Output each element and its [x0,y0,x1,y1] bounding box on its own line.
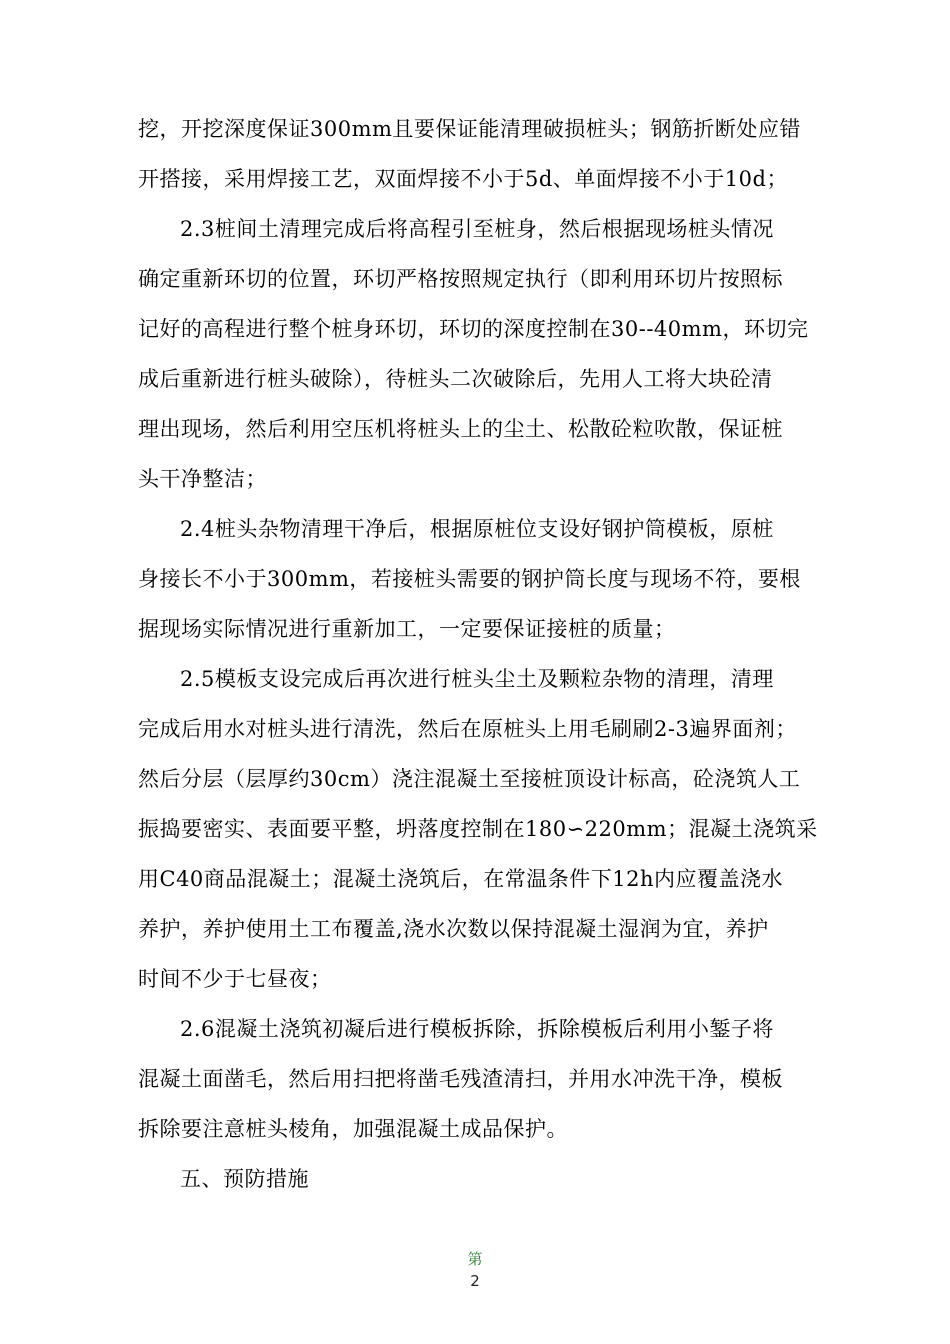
paragraph-start: 2.6混凝土浇筑初凝后进行模板拆除，拆除模板后利用小錾子将 [180,1017,774,1041]
text-line: 身接长不小于300mm，若接桩头需要的钢护筒长度与现场不符，要根 [138,567,801,591]
text-line: 时间不少于七昼夜； [138,967,332,991]
text-line: 混凝土面凿毛，然后用扫把将凿毛残渣清扫，并用水冲洗干净，模板 [138,1067,783,1091]
text-line: 完成后用水对桩头进行清洗，然后在原桩头上用毛刷刷2-3遍界面剂； [138,717,797,741]
page-footer-label: 第 [467,1250,483,1268]
paragraph-start: 2.5模板支设完成后再次进行桩头尘土及颗粒杂物的清理，清理 [180,667,774,691]
text-line: 用C40商品混凝土；混凝土浇筑后，在常温条件下12h内应覆盖浇水 [138,867,784,891]
text-line: 养护，养护使用土工布覆盖,浇水次数以保持混凝土湿润为宜，养护 [138,917,769,941]
paragraph-start: 2.4桩头杂物清理干净后，根据原桩位支设好钢护筒模板，原桩 [180,517,774,541]
text-line: 成后重新进行桩头破除），待桩头二次破除后，先用人工将大块砼清 [138,367,773,391]
text-line: 开搭接，采用焊接工艺，双面焊接不小于5d、单面焊接不小于10d； [138,167,788,191]
paragraph-start: 2.3桩间土清理完成后将高程引至桩身，然后根据现场桩头情况 [180,217,774,241]
page-number: 2 [470,1272,480,1290]
text-line: 头干净整洁； [138,467,267,491]
text-line: 理出现场，然后利用空压机将桩头上的尘土、松散砼粒吹散，保证桩 [138,417,783,441]
text-line: 拆除要注意桩头棱角，加强混凝土成品保护。 [138,1117,568,1141]
text-line: 记好的高程进行整个桩身环切，环切的深度控制在30--40mm，环切完 [138,317,809,341]
text-line: 确定重新环切的位置，环切严格按照规定执行（即利用环切片按照标 [138,267,783,291]
text-line: 然后分层（层厚约30cm）浇注混凝土至接桩顶设计标高，砼浇筑人工 [138,767,801,791]
section-heading: 五、预防措施 [180,1167,309,1191]
text-line: 据现场实际情况进行重新加工，一定要保证接桩的质量； [138,617,676,641]
text-line: 振捣要密实、表面要平整，坍落度控制在180∽220mm；混凝土浇筑采 [138,817,818,841]
text-line: 挖，开挖深度保证300mm且要保证能清理破损桩头；钢筋折断处应错 [138,117,801,141]
